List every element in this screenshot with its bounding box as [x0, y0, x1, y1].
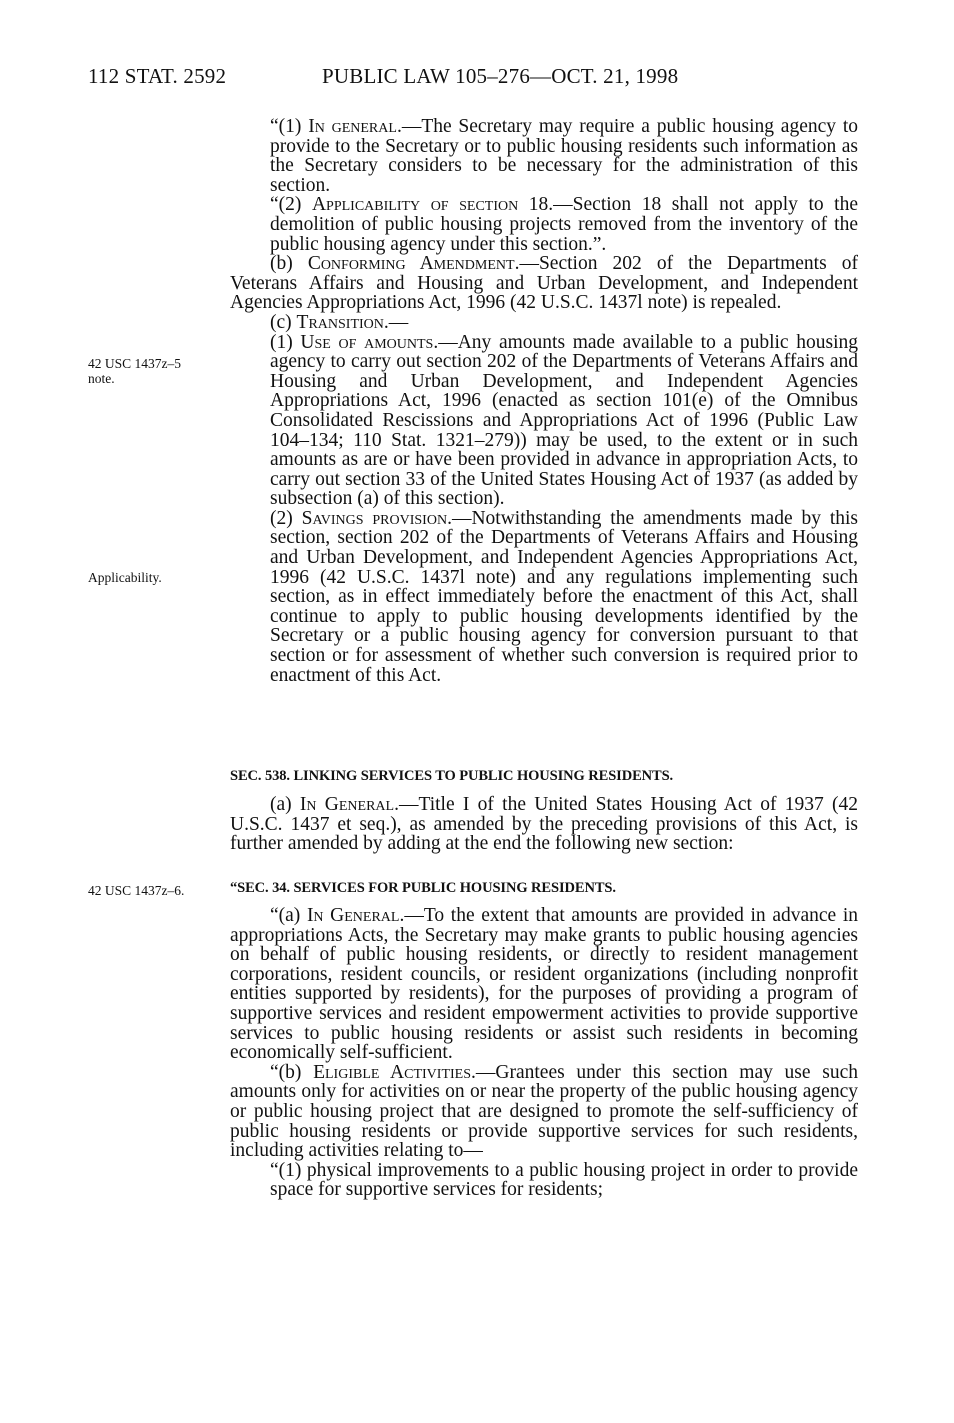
block-sec537-continuation	[230, 117, 858, 685]
paragraph-conforming-amendment: (b) Conforming Amendment.—Section 202 of the Departments of Veterans Affairs and Housing and Urban Development, and Independent Agencies Appropriations Act, 1996 (42 U.S.C. 1437l note) is repealed.	[230, 253, 858, 314]
margin-note-usc-1437z-6: 42 USC 1437z–6.	[88, 883, 185, 898]
paragraph-use-of-amounts: (1) Use of amounts.—Any amounts made available to a public housing agency to carry out section 202 of the Departments of Veterans Affairs and Housing and Urban Development, and Independent Agencies Appropriations Act, 1996 (enacted as section 101(e) of the Omnibus Consolidated Rescissions and Appropriations Act of 1996 (Public Law 104–134; 110 Stat. 1321–279)) may be used, to the extent or in such amounts as are or have been provided in advance in appropriation Acts, to carry out section 33 of the United States Housing Act of 1937 (as added by subsection (a) of this section).	[270, 331, 858, 510]
section-538-heading: SEC. 538. LINKING SERVICES TO PUBLIC HOUSING RESIDENTS.	[230, 768, 674, 784]
block-sec538	[230, 795, 858, 854]
section-34-heading: “SEC. 34. SERVICES FOR PUBLIC HOUSING RESIDENTS.	[230, 880, 616, 896]
paragraph-sec34-b: “(b) Eligible Activities.—Grantees under this section may use such amounts only for activities on or near the property of the public housing agency or public housing project that are designed to promote the self-sufficiency of public housing residents or provide supportive services for such residents, including activities relating to—	[230, 1061, 858, 1162]
paragraph-sec538-a: (a) In General.—Title I of the United States Housing Act of 1937 (42 U.S.C. 1437 et seq.), as amended by the preceding provisions of this Act, is further amended by adding at the end the following new section:	[230, 794, 858, 855]
paragraph-transition: (c) Transition.—	[270, 311, 409, 333]
paragraph-applicability: “(2) Applicability of section 18.—Section 18 shall not apply to the demolition of public housing projects removed from the inventory of the public housing agency under this section.”.	[270, 194, 858, 255]
margin-note-applicability: Applicability.	[88, 570, 162, 585]
paragraph-sec34-b-item-1: “(1) physical improvements to a public housing project in order to provide space for supportive services for residents;	[270, 1159, 858, 1201]
paragraph-savings-provision: (2) Savings provision.—Notwithstanding the amendments made by this section, section 202 of the Departments of Veterans Affairs and Housing and Urban Development, and Independent Agencies Appropriations Act, 1996 (42 U.S.C. 1437l note) and any regulations implementing such section, as in effect immediately before the enactment of this Act, shall continue to apply to public housing developments identified by the Secretary or a public housing agency for conversion pursuant to that section or for assessment of whether such conversion is required prior to enactment of this Act.	[270, 507, 858, 686]
public-law-title: PUBLIC LAW 105–276—OCT. 21, 1998	[322, 64, 679, 88]
margin-note-usc-1437z-5: 42 USC 1437z–5 note.	[88, 356, 182, 386]
paragraph-sec34-a: “(a) In General.—To the extent that amounts are provided in advance in appropriations Acts, the Secretary may make grants to public housing agencies on behalf of public housing residents, or directly to resident management corporations, resident councils, or resident organizations (including nonprofit entities supported by residents), for the purposes of providing a program of supportive services and resident empowerment activities to provide supportive services to public housing residents or assist such residents in becoming economically self-sufficient.	[230, 905, 858, 1064]
paragraph-in-general: “(1) In general.—The Secretary may require a public housing agency to provide to the Secretary or to public housing residents such information as the Secretary considers to be necessary for the administration of this section.	[270, 116, 858, 196]
statute-citation: 112 STAT. 2592	[88, 64, 227, 88]
block-sec34	[230, 906, 858, 1200]
